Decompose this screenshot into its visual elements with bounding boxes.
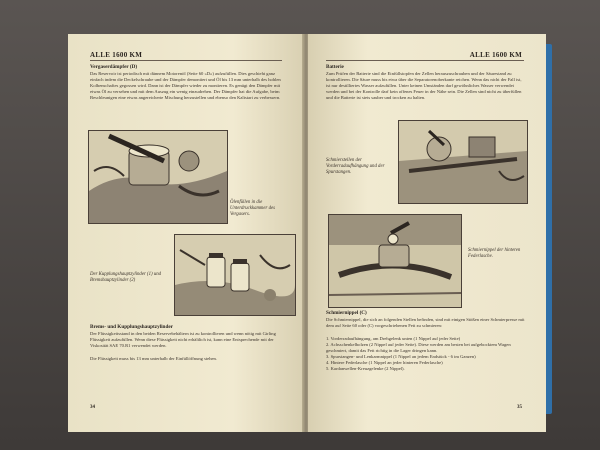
right-page-header: ALLE 1600 KM [469, 51, 522, 59]
left-section1-title: Vergaserdämpfer (D) [90, 64, 138, 70]
left-page [68, 34, 304, 432]
right-page [308, 34, 546, 432]
left-section2-title: Brems- und Kupplungshauptzylinder [90, 324, 173, 330]
left-page-number: 34 [90, 405, 95, 410]
right-caption2: Schmiernippel der hinteren Federlasche. [468, 248, 521, 260]
left-section1-text: Das Reservoir ist periodisch mit dünnem Motorenöl (Seite 60 »D«) aufzufüllen. Dies geschieht ganz einfach indem die Deckelschraube und der Dämpfer demontiert und Öl bis 13 mm unterhalb des hohlen Kolbenschaftes gegossen wird. Dann ist der Dämpfer wieder zu montieren. Es genügt den Dämpfer mit etwas Öl zu versehen und mit dem Auszug ein wenig einzudrehen. Der Dämpfer hat die Aufgabe, beim Beschleunigen eine etwas angereicherte Mischung herzustellen und ebenso den Kaltstart zu verbessern. [90, 71, 281, 101]
list-item: 3. Spurstangen- und Lenkarmnippel (1 Nippel an jedem Endstück - 6 im Ganzen) [326, 354, 476, 360]
master-cylinder-illustration [174, 234, 296, 316]
carburettor-illustration [88, 130, 228, 224]
front-suspension-illustration [398, 120, 528, 204]
rear-spring-shackle-illustration [328, 214, 462, 308]
left-section2-text: Der Flüssigkeitsstand in den beiden Reservebehältern ist zu kontrollieren und wenn nötig mit Girling Flüssigkeit aufzufüllen. Wenn diese Flüssigkeit nicht erhältlich ist, kann eine Entsprechende mit der Viskosität SAE 70.R1 verwendet werden. [90, 331, 276, 349]
right-header-rule [326, 60, 524, 61]
right-section1-title: Batterie [326, 64, 344, 70]
list-item: 5. Kardanwellen-Kreuzgelenke (2 Nippel). [326, 366, 405, 372]
left-header-rule [90, 60, 282, 61]
lubrication-point-list [326, 336, 526, 373]
left-page-header: ALLE 1600 KM [90, 51, 143, 59]
right-section1-text: Zum Prüfen der Batterie sind die Einfüllstopfen der Zellen herauszuschrauben und der Säurestand zu kontrollieren. Die Säure muss bis etwa über die Separatorenoberkante reichen. Wenn das nicht der Fall ist, ist nur destilliertes Wasser aufzufüllen. Unter keinen Umständen darf gewöhnliches Wasser verwendet werden und bei der Kontrolle darf kein offenes Feuer in der Nähe sein. Die Zellen sind nicht zu überfüllen und die Batterie ist stets sauber und trocken zu halten. [326, 71, 522, 101]
left-caption1: Ölenfüllen in die Unterdruckkammer des Vergasers. [230, 200, 275, 218]
left-section2-text2: Die Flüssigkeit muss bis 13 mm unterhalb der Einfüllöffnung stehen. [90, 356, 217, 361]
left-caption2: Der Kupplungshauptzylinder (1) und Bremshauptzylinder (2) [90, 272, 162, 284]
list-item: 2. Achsschenkelbolzen (2 Nippel auf jeder Seite). Diese werden am besten bei aufgebocktem Wagen geschmiert, damit das Fett richtig in die Lager dringen kann. [326, 342, 511, 354]
right-page-number: 35 [517, 405, 522, 410]
right-caption1: Schmierstellen der Vorderradaufhängung und der Spurstangen. [326, 158, 385, 176]
list-item: 1. Vorderradaufhängung, am Drehgelenk unten (1 Nippel auf jeder Seite) [326, 336, 461, 341]
right-section2-title: Schmiernippel (C) [326, 310, 367, 316]
open-booklet [68, 34, 550, 432]
right-section2-text: Die Schmiernippel, die sich an folgenden Stellen befinden, sind mit einigen Stößen einer Schmierpresse mit dem auf Seite 60 oder (C) vorgeschriebenen Fett zu schmieren: [326, 317, 525, 329]
list-item: 4. Hintere Federlasche (1 Nippel an jeder hinteren Federlasche) [326, 360, 443, 366]
